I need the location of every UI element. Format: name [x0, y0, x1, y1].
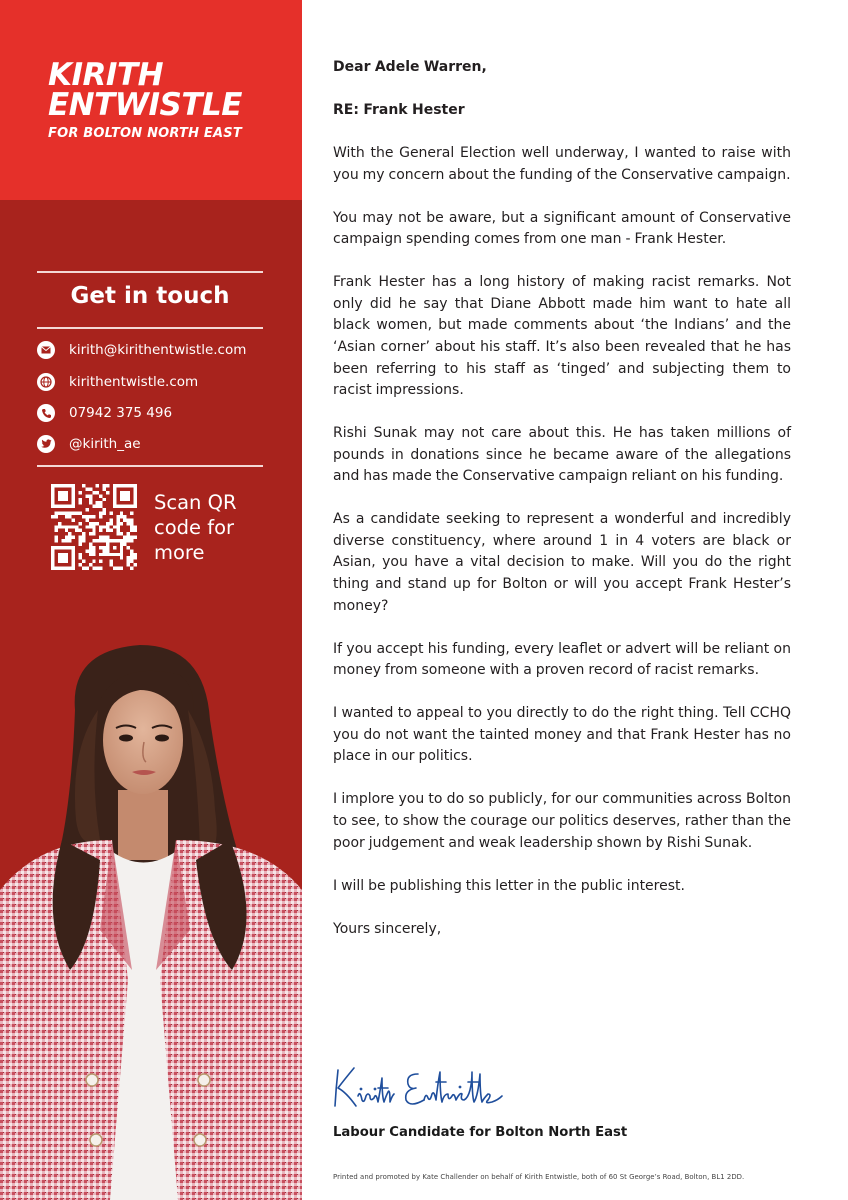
contact-website-text: kirithentwistle.com — [69, 374, 199, 390]
contact-phone-text: 07942 375 496 — [69, 405, 173, 421]
candidate-name-line2: ENTWISTLE — [48, 87, 242, 123]
twitter-icon — [37, 435, 55, 453]
divider — [37, 465, 263, 467]
letter-body — [333, 57, 791, 962]
letter-paragraph: If you accept his funding, every leaflet or advert will be reliant on money from someone with a proven record of racist remarks. — [333, 640, 791, 679]
divider — [37, 327, 263, 329]
letter-paragraph: I will be publishing this letter in the public interest. — [333, 877, 685, 894]
handwritten-signature — [332, 1062, 552, 1110]
qr-caption — [154, 490, 264, 565]
letter-paragraph: Frank Hester has a long history of making racist remarks. Not only did he say that Diane Abbott made him want to hate all black women, but made comments about ‘the Indians’ and the ‘Asian corner’ about his staff. It’s also been revealed that he has been referring to his staff as ‘tinged’ and subjecting them to racist impressions. — [333, 274, 791, 399]
letter-paragraph: As a candidate seeking to represent a wonderful and incredibly diverse constituency, where around 1 in 4 voters are black or Asian, you have a vital decision to make. Will you do the right thing and stand up for Bolton or will you accept Frank Hester’s money? — [333, 511, 791, 614]
salutation: Dear Adele Warren, — [333, 59, 487, 75]
contact-website[interactable] — [37, 371, 277, 393]
contact-twitter-text: @kirith_ae — [69, 436, 141, 452]
contact-email-text: kirith@kirithentwistle.com — [69, 342, 247, 358]
brand-block — [0, 0, 302, 200]
divider — [37, 271, 263, 273]
letter-paragraph: With the General Election well underway, I wanted to raise with you my concern about the funding of the Conservative campaign. — [333, 144, 791, 183]
imprint-notice: Printed and promoted by Kate Challender on behalf of Kirith Entwistle, both of 60 St George’s Road, Bolton, BL1 2DD. — [333, 1173, 745, 1181]
letter-paragraph: I implore you to do so publicly, for our communities across Bolton to see, to show the courage our politics deserves, rather than the poor judgement and weak leadership shown by Rishi Sunak. — [333, 791, 791, 851]
letter-paragraph: I wanted to appeal to you directly to do the right thing. Tell CCHQ you do not want the tainted money and that Frank Hester has no place in our politics. — [333, 705, 791, 765]
contact-email[interactable] — [37, 339, 277, 361]
subject-line: RE: Frank Hester — [333, 101, 465, 118]
qr-caption-line: Scan QR — [154, 491, 237, 514]
candidate-portrait — [0, 640, 302, 1200]
candidate-logo — [48, 57, 268, 123]
email-icon — [37, 341, 55, 359]
contact-phone[interactable] — [37, 402, 277, 424]
signatory-title: Labour Candidate for Bolton North East — [333, 1125, 628, 1140]
get-in-touch-heading: Get in touch — [70, 283, 230, 309]
candidate-tagline: FOR BOLTON NORTH EAST — [48, 126, 242, 141]
sidebar — [0, 0, 302, 1200]
phone-icon — [37, 404, 55, 422]
qr-code[interactable] — [51, 484, 137, 570]
letter-paragraph: Rishi Sunak may not care about this. He has taken millions of pounds in donations since he became aware of the allegations and has made the Conservative campaign reliant on his funding. — [333, 425, 791, 485]
letter-paragraph: You may not be aware, but a significant amount of Conservative campaign spending comes from one man - Frank Hester. — [333, 209, 791, 248]
candidate-name-line1: KIRITH — [48, 57, 164, 93]
globe-icon — [37, 373, 55, 391]
closing: Yours sincerely, — [333, 920, 442, 937]
contact-twitter[interactable] — [37, 433, 277, 455]
qr-caption-line: code for — [154, 516, 235, 539]
qr-caption-line: more — [154, 541, 205, 564]
